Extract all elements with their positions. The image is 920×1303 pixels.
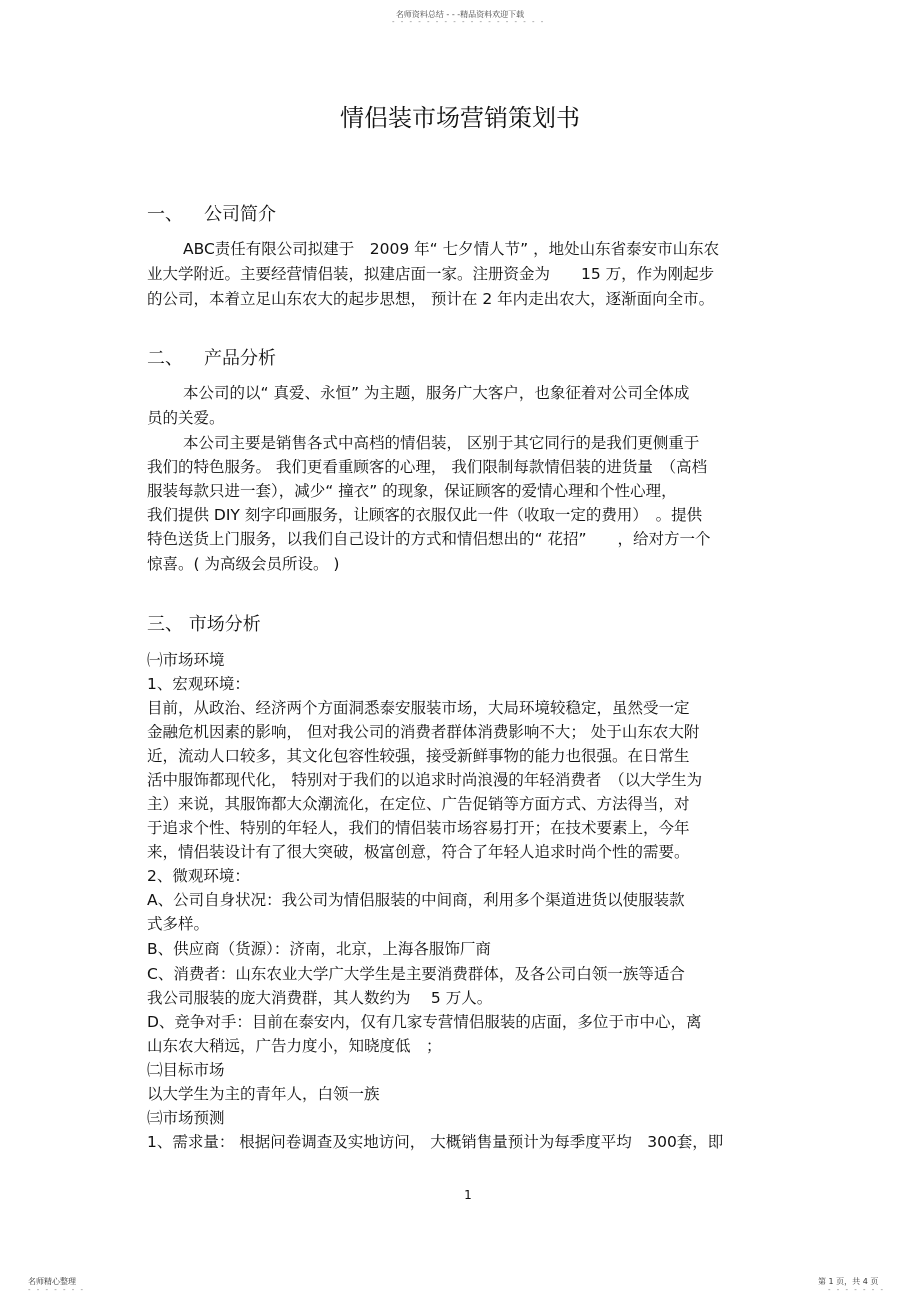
section1-line: 的公司，本着立足山东农大的起步思想， 预计在 2 年内走出农大，逐渐面向全市。	[147, 290, 715, 308]
section3-line: ㈢市场预测	[147, 1109, 225, 1127]
section3-line: A、公司自身状况：我公司为情侣服装的中间商，利用多个渠道进货以使服装款	[147, 891, 685, 909]
section3-line: 2、微观环境：	[147, 867, 250, 885]
section3-line: C、消费者：山东农业大学广大学生是主要消费群体，及各公司白领一族等适合	[147, 965, 685, 983]
section3-line: 1、需求量： 根据问卷调查及实地访问， 大概销售量预计为每季度平均 300套，即	[147, 1133, 724, 1151]
section3-line: 近，流动人口较多，其文化包容性较强，接受新鲜事物的能力也很强。在日常生	[147, 747, 690, 765]
section2-line: 惊喜。( 为高级会员所设。 )	[147, 555, 340, 573]
section2-line: 我们的特色服务。 我们更看重顾客的心理， 我们限制每款情侣装的进货量 （高档	[147, 458, 708, 476]
section2-line: 本公司主要是销售各式中高档的情侣装， 区别于其它同行的是我们更侧重于	[183, 434, 700, 452]
section1-heading-number: 一、	[147, 204, 183, 225]
header-dots: - - - - - - - - - - - - - - - - - -	[392, 18, 546, 26]
page-number: 1	[464, 1188, 472, 1202]
footer-left-dots: - - - - - - -	[28, 1286, 86, 1294]
section3-line: 活中服饰都现代化， 特别对于我们的以追求时尚浪漫的年轻消费者 （以大学生为	[147, 771, 703, 789]
section1-line: 业大学附近。主要经营情侣装，拟建店面一家。注册资金为 15 万，作为刚起步	[147, 265, 715, 283]
section3-line: 目前，从政治、经济两个方面洞悉泰安服装市场，大局环境较稳定，虽然受一定	[147, 699, 690, 717]
section3-line: ㈠市场环境	[147, 651, 225, 669]
footer-page-info: 第 1 页，共 4 页	[818, 1277, 879, 1286]
section3-line: 我公司服装的庞大消费群，其人数约为 5 万人。	[147, 989, 493, 1007]
document-title: 情侣装市场营销策划书	[340, 104, 580, 132]
section3-line: B、供应商（货源）：济南，北京，上海各服饰厂商	[147, 940, 491, 958]
section3-heading: 三、 市场分析	[147, 614, 261, 635]
page-header: 名师资料总结 - - -精品资料欢迎下载	[395, 10, 525, 19]
section3-line: 1、宏观环境：	[147, 675, 250, 693]
section2-line: 员的关爱。	[147, 409, 225, 427]
section3-line: 于追求个性、特别的年轻人，我们的情侣装市场容易打开；在技术要素上，今年	[147, 819, 690, 837]
section3-line: 式多样。	[147, 915, 210, 933]
section3-line: 金融危机因素的影响， 但对我公司的消费者群体消费影响不大； 处于山东农大附	[147, 723, 700, 741]
section3-line: D、竞争对手：目前在泰安内，仅有几家专营情侣服装的店面，多位于市中心，离	[147, 1013, 702, 1031]
footer-left: 名师精心整理	[28, 1277, 76, 1286]
section2-heading: 产品分析	[204, 348, 276, 369]
section1-line: ABC责任有限公司拟建于 2009 年“ 七夕情人节” ，地处山东省泰安市山东农	[183, 240, 720, 258]
section3-line: 以大学生为主的青年人，白领一族	[147, 1085, 380, 1103]
section2-heading-number: 二、	[147, 348, 183, 369]
section3-line: 山东农大稍远，广告力度小，知晓度低 ；	[147, 1037, 442, 1055]
section2-line: 我们提供 DIY 刻字印画服务，让顾客的衣服仅此一件（收取一定的费用） 。提供	[147, 506, 703, 524]
section2-line: 本公司的以“ 真爱、永恒” 为主题，服务广大客户，也象征着对公司全体成	[183, 384, 690, 402]
section2-line: 服装每款只进一套），减少“ 撞衣” 的现象，保证顾客的爱情心理和个性心理，	[147, 482, 677, 500]
section3-line: 来，情侣装设计有了很大突破，极富创意，符合了年轻人追求时尚个性的需要。	[147, 843, 690, 861]
footer-right-dots: - - - - - - -	[828, 1286, 886, 1294]
section3-line: 主）来说，其服饰都大众潮流化，在定位、广告促销等方面方式、方法得当，对	[147, 795, 690, 813]
section1-heading: 公司简介	[204, 204, 276, 225]
section3-line: ㈡目标市场	[147, 1061, 225, 1079]
section2-line: 特色送货上门服务，以我们自己设计的方式和情侣想出的“ 花招” ，给对方一个	[147, 530, 711, 548]
